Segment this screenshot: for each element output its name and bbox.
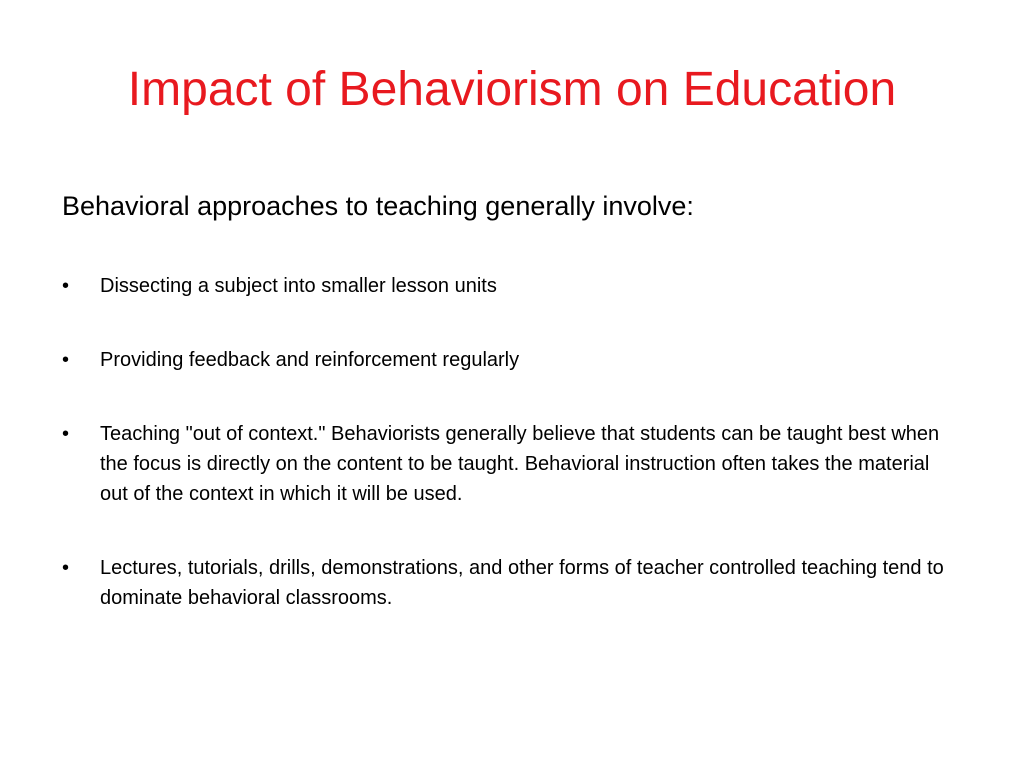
bullet-text: Lectures, tutorials, drills, demonstrations, and other forms of teacher controlled teaching tend to dominate behavioral classrooms. [100, 557, 944, 609]
list-item [62, 553, 962, 613]
bullet-icon: • [62, 423, 70, 445]
bullet-icon: • [62, 557, 70, 579]
list-item [62, 271, 962, 301]
bullet-list [62, 271, 962, 657]
bullet-icon: • [62, 349, 70, 371]
slide-title: Impact of Behaviorism on Education [127, 63, 897, 116]
list-item [62, 419, 962, 509]
bullet-icon: • [62, 275, 70, 297]
bullet-text: Teaching "out of context." Behaviorists generally believe that students can be taught best when the focus is directly on the content to be taught. Behavioral instruction often takes the material out of the context in which it will be used. [100, 423, 940, 505]
bullet-text: Dissecting a subject into smaller lesson units [100, 275, 497, 297]
intro-text: Behavioral approaches to teaching generally involve: [62, 191, 694, 221]
bullet-text: Providing feedback and reinforcement regularly [100, 349, 520, 371]
list-item [62, 345, 962, 375]
